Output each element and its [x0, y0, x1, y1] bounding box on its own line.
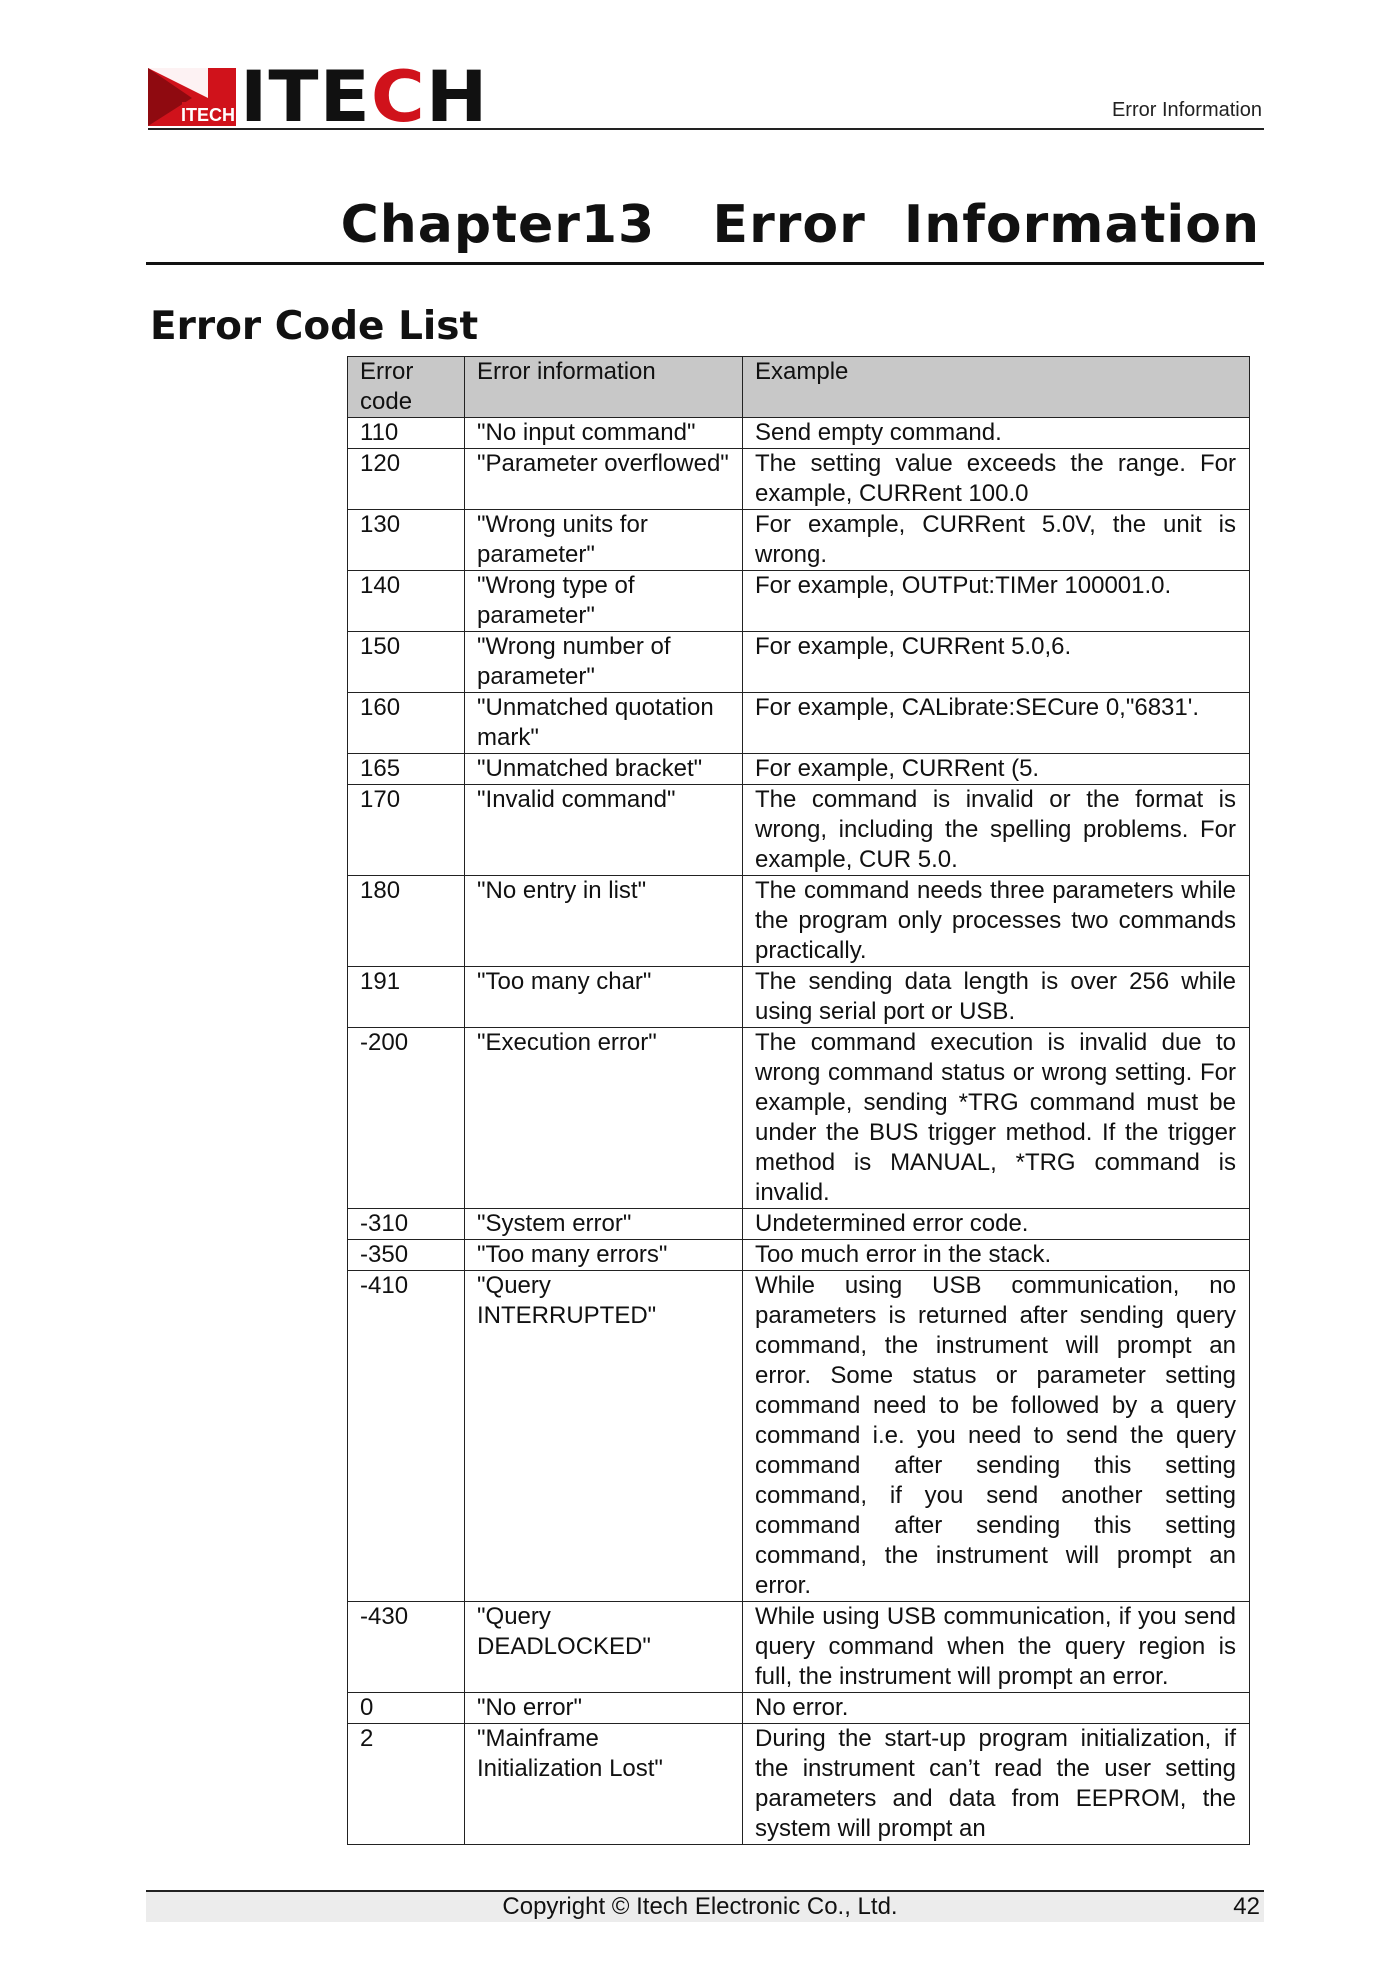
- column-header-error-information: Error information: [465, 357, 743, 418]
- error-information-cell: "Parameter overflowed": [465, 449, 743, 510]
- error-information-cell: "Unmatched quotation mark": [465, 693, 743, 754]
- example-cell: Undetermined error code.: [743, 1209, 1250, 1240]
- error-code-cell: -410: [348, 1271, 465, 1602]
- table-row: [348, 1028, 1250, 1209]
- example-cell: For example, CURRent 5.0,6.: [743, 632, 1250, 693]
- example-cell: While using USB communication, no parameters is returned after sending query command, the instrument will prompt an error. Some status or parameter setting command need to be followed by a query command i.e. you need to send the query command after sending this setting command, if you send another setting command after sending this setting command, the instrument will prompt an error.: [743, 1271, 1250, 1602]
- error-information-cell: "Query DEADLOCKED": [465, 1602, 743, 1693]
- example-cell: The command is invalid or the format is wrong, including the spelling problems. For example, CUR 5.0.: [743, 785, 1250, 876]
- table-row: [348, 510, 1250, 571]
- error-code-cell: 2: [348, 1724, 465, 1845]
- error-information-cell: "Mainframe Initialization Lost": [465, 1724, 743, 1845]
- page-number: 42: [1233, 1893, 1260, 1920]
- error-code-cell: 170: [348, 785, 465, 876]
- table-row: [348, 754, 1250, 785]
- example-cell: During the start-up program initialization, if the instrument can’t read the user setting parameters and data from EEPROM, the system will prompt an: [743, 1724, 1250, 1845]
- example-cell: No error.: [743, 1693, 1250, 1724]
- example-cell: Too much error in the stack.: [743, 1240, 1250, 1271]
- error-information-cell: "Too many errors": [465, 1240, 743, 1271]
- chapter-title: Chapter13 Error Information: [340, 195, 1260, 255]
- error-information-cell: "System error": [465, 1209, 743, 1240]
- example-cell: The setting value exceeds the range. For example, CURRent 100.0: [743, 449, 1250, 510]
- example-cell: For example, OUTPut:TIMer 100001.0.: [743, 571, 1250, 632]
- logo-wordmark-red: C: [370, 56, 426, 138]
- table-row: [348, 1693, 1250, 1724]
- chapter-divider: [146, 262, 1264, 265]
- error-code-cell: 191: [348, 967, 465, 1028]
- error-information-cell: "No input command": [465, 418, 743, 449]
- error-information-cell: "Wrong type of parameter": [465, 571, 743, 632]
- example-cell: For example, CURRent 5.0V, the unit is wrong.: [743, 510, 1250, 571]
- footer-copyright: Copyright © Itech Electronic Co., Ltd.: [502, 1893, 898, 1920]
- example-cell: While using USB communication, if you send query command when the query region is full, the instrument will prompt an error.: [743, 1602, 1250, 1693]
- error-code-cell: 120: [348, 449, 465, 510]
- table-body: [348, 418, 1250, 1845]
- error-code-cell: -200: [348, 1028, 465, 1209]
- table-row: [348, 1724, 1250, 1845]
- error-code-table: [347, 356, 1250, 1845]
- logo-wordmark: [240, 56, 489, 138]
- error-information-cell: "Execution error": [465, 1028, 743, 1209]
- error-code-cell: 165: [348, 754, 465, 785]
- error-code-cell: -310: [348, 1209, 465, 1240]
- error-information-cell: "Wrong number of parameter": [465, 632, 743, 693]
- error-information-cell: "Too many char": [465, 967, 743, 1028]
- error-information-cell: "No error": [465, 1693, 743, 1724]
- example-cell: The command needs three parameters while the program only processes two commands practically.: [743, 876, 1250, 967]
- error-code-cell: 180: [348, 876, 465, 967]
- example-cell: The sending data length is over 256 while using serial port or USB.: [743, 967, 1250, 1028]
- table-row: [348, 1240, 1250, 1271]
- error-information-cell: "Unmatched bracket": [465, 754, 743, 785]
- error-code-cell: -430: [348, 1602, 465, 1693]
- itech-logo: [148, 56, 489, 138]
- example-cell: For example, CURRent (5.: [743, 754, 1250, 785]
- error-code-cell: 150: [348, 632, 465, 693]
- table-row: [348, 632, 1250, 693]
- error-code-cell: 0: [348, 1693, 465, 1724]
- logo-wordmark-left: ITE: [240, 56, 371, 138]
- example-cell: For example, CALibrate:SECure 0,"6831'.: [743, 693, 1250, 754]
- error-information-cell: "Wrong units for parameter": [465, 510, 743, 571]
- example-cell: The command execution is invalid due to wrong command status or wrong setting. For example, sending *TRG command must be under the BUS trigger method. If the trigger method is MANUAL, *TRG command is invalid.: [743, 1028, 1250, 1209]
- column-header-example: Example: [743, 357, 1250, 418]
- section-title: Error Code List: [150, 304, 479, 349]
- error-code-cell: 130: [348, 510, 465, 571]
- error-information-cell: "Invalid command": [465, 785, 743, 876]
- table-row: [348, 571, 1250, 632]
- itech-logo-mark-icon: [148, 68, 236, 126]
- table-header-row: [348, 357, 1250, 418]
- logo-wordmark-right: H: [425, 56, 489, 138]
- table-row: [348, 1271, 1250, 1602]
- error-code-cell: 160: [348, 693, 465, 754]
- table-row: [348, 967, 1250, 1028]
- page-header: [148, 56, 1264, 138]
- table-row: [348, 1602, 1250, 1693]
- table-row: [348, 1209, 1250, 1240]
- error-code-cell: -350: [348, 1240, 465, 1271]
- error-information-cell: "No entry in list": [465, 876, 743, 967]
- logo-small-text: ITECH: [181, 105, 235, 125]
- error-code-cell: 140: [348, 571, 465, 632]
- example-cell: Send empty command.: [743, 418, 1250, 449]
- table-row: [348, 449, 1250, 510]
- header-section-label: Error Information: [1111, 99, 1262, 121]
- column-header-error-code: Error code: [348, 357, 465, 418]
- error-code-cell: 110: [348, 418, 465, 449]
- table-row: [348, 876, 1250, 967]
- table-row: [348, 785, 1250, 876]
- error-information-cell: "Query INTERRUPTED": [465, 1271, 743, 1602]
- table-row: [348, 693, 1250, 754]
- table-row: [348, 418, 1250, 449]
